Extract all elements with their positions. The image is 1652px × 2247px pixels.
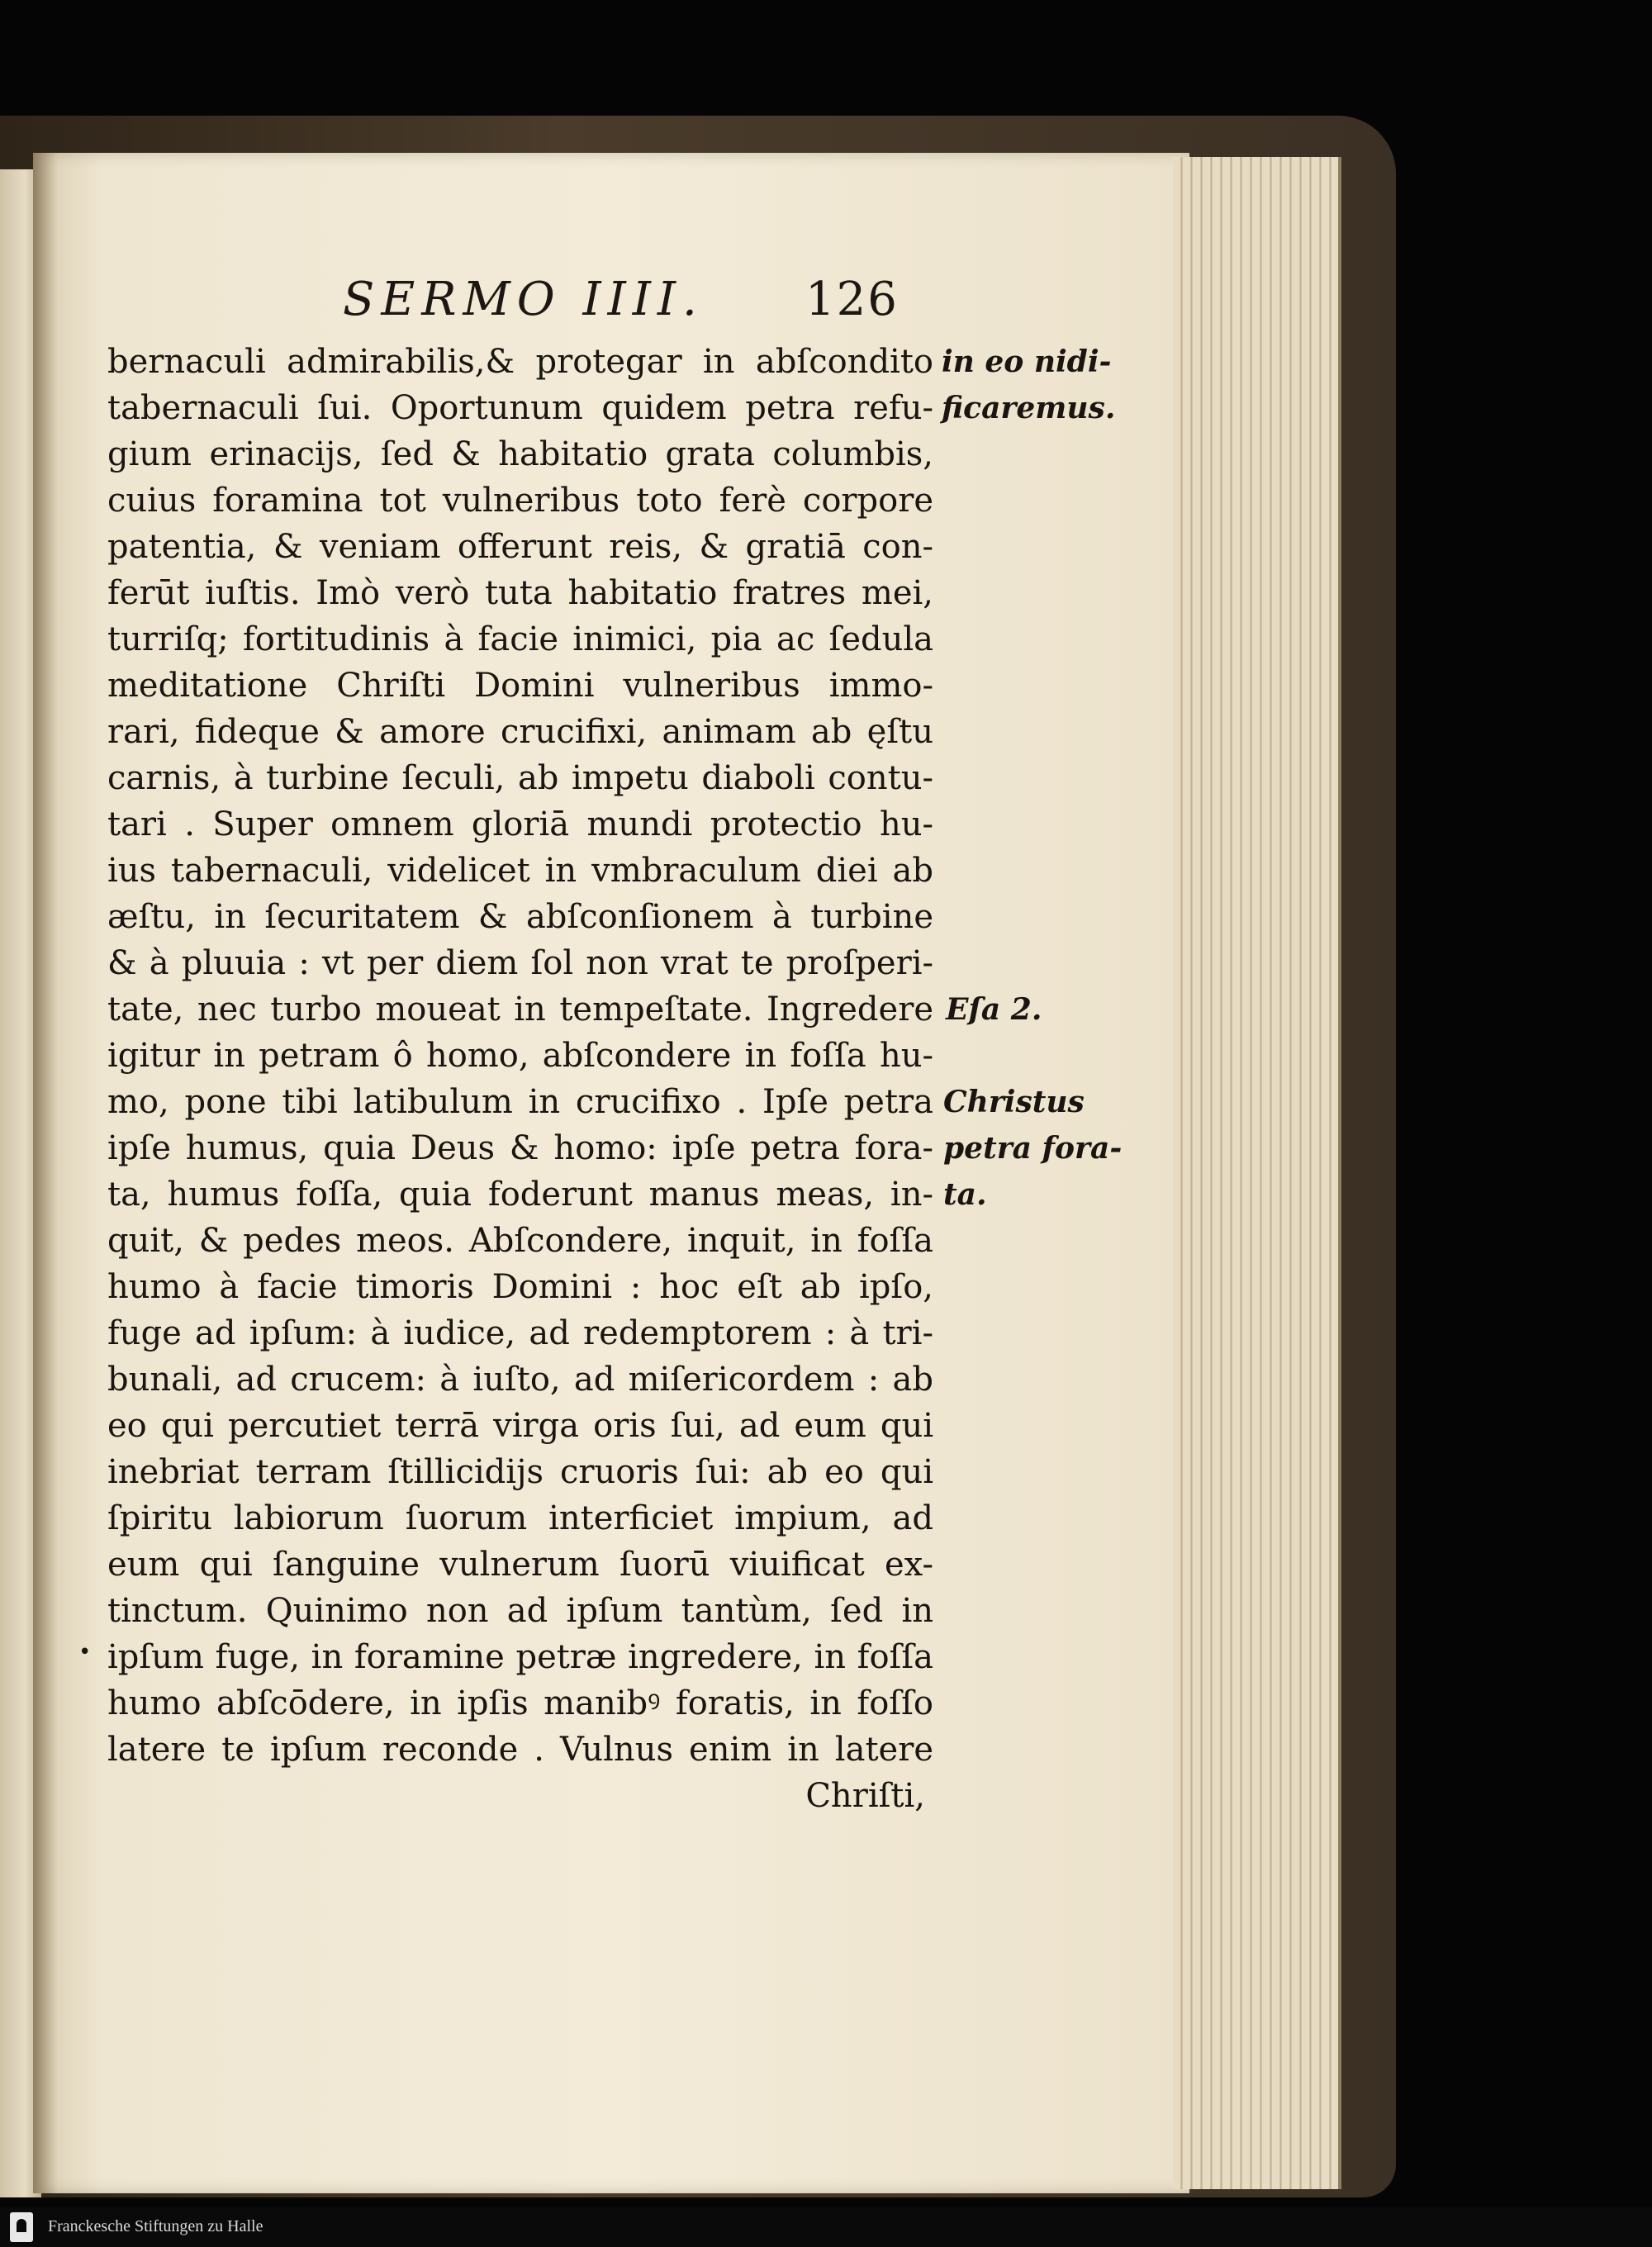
margin-note-line: petra fora- [943, 1131, 1123, 1166]
text-line: quit, & pedes meos. Abſcondere, inquit, in foſſa [107, 1222, 933, 1260]
text-line: latere te ipſum reconde . Vulnus enim in latere [107, 1731, 933, 1769]
text-line: ius tabernaculi, videlicet in vmbraculum diei ab [107, 852, 933, 890]
text-line: & à pluuia : vt per diem ſol non vrat te proſperi- [107, 944, 933, 982]
text-line: meditatione Chriſti Domini vulneribus immo- [107, 667, 933, 705]
page-fore-edge [1173, 157, 1341, 2189]
text-line: ipſe humus, quia Deus & homo: ipſe petra fora- [107, 1129, 933, 1167]
text-line: tinctum. Quinimo non ad ipſum tantùm, ſed in [107, 1592, 933, 1630]
text-line: tate, nec turbo moueat in tempeſtate. Ingredere [107, 990, 933, 1028]
body-text [107, 339, 933, 1819]
text-line: mo, pone tibi latibulum in crucifixo . Ipſe petra [107, 1083, 933, 1121]
text-line: humo à facie timoris Domini : hoc eſt ab ipſo, [107, 1268, 933, 1306]
text-line: tabernaculi ſui. Oportunum quidem petra refu- [107, 389, 933, 427]
text-line: bunali, ad crucem: à iuſto, ad miſericordem : ab [107, 1361, 933, 1399]
margin-pointer-mark: • [78, 1640, 92, 1665]
text-line: ſpiritu labiorum ſuorum interficiet impium, ad [107, 1499, 933, 1537]
margin-note-line: ta. [943, 1177, 987, 1212]
text-line: rari, fideque & amore crucifixi, animam ab ęſtu [107, 713, 933, 751]
text-line: humo abſcōdere, in ipſis manibꝰ foratis, in foſſo [107, 1684, 933, 1722]
text-line: æſtu, in ſecuritatem & abſconſionem à turbine [107, 898, 933, 936]
text-line: ferūt iuſtis. Imò verò tuta habitatio fratres mei, [107, 574, 933, 612]
running-title: SERMO IIII. [343, 273, 704, 326]
text-line: eo qui percutiet terrā virga oris ſui, ad eum qui [107, 1407, 933, 1445]
margin-note-esa [946, 986, 1042, 1033]
text-line: cuius foramina tot vulneribus toto ferè corpore [107, 482, 933, 520]
text-line: ta, humus foſſa, quia foderunt manus meas, in- [107, 1176, 933, 1214]
margin-note-line: ficaremus. [942, 391, 1116, 425]
margin-note-nidificaremus [942, 339, 1115, 431]
text-line: gium erinacijs, ſed & habitatio grata columbis, [107, 435, 933, 473]
footer-bar [0, 2207, 1652, 2247]
margin-note-line: Christus [943, 1085, 1085, 1119]
margin-note-line: Eſa 2. [946, 992, 1042, 1027]
gutter-shadow [33, 153, 58, 2193]
catchword: Chriſti, [805, 1777, 925, 1815]
text-line: inebriat terram ſtillicidijs cruoris ſui: ab eo qui [107, 1453, 933, 1491]
margin-note-line: in eo nidi- [942, 344, 1112, 379]
text-line: tari . Super omnem gloriā mundi protectio hu- [107, 805, 933, 843]
text-line: fuge ad ipſum: à iudice, ad redemptorem : à tri- [107, 1314, 933, 1352]
text-line: turriſq; fortitudinis à facie inimici, pia ac ſedula [107, 620, 933, 658]
margin-note-christus [943, 1079, 1122, 1218]
text-line: eum qui ſanguine vulnerum ſuorū viuificat ex- [107, 1546, 933, 1584]
text-line: ipſum fuge, in foramine petræ ingredere, in foſſa [107, 1638, 933, 1676]
institution-logo-icon [10, 2212, 33, 2242]
institution-name: Franckesche Stiftungen zu Halle [48, 2217, 263, 2235]
page-header [107, 273, 933, 339]
page-number: 126 [805, 273, 899, 326]
text-line: carnis, à turbine ſeculi, ab impetu diaboli contu- [107, 759, 933, 797]
text-line: patentia, & veniam offerunt reis, & gratiā con- [107, 528, 933, 566]
text-line: bernaculi admirabilis,& protegar in abſcondito [107, 343, 933, 381]
text-line: igitur in petram ô homo, abſcondere in foſſa hu- [107, 1037, 933, 1075]
